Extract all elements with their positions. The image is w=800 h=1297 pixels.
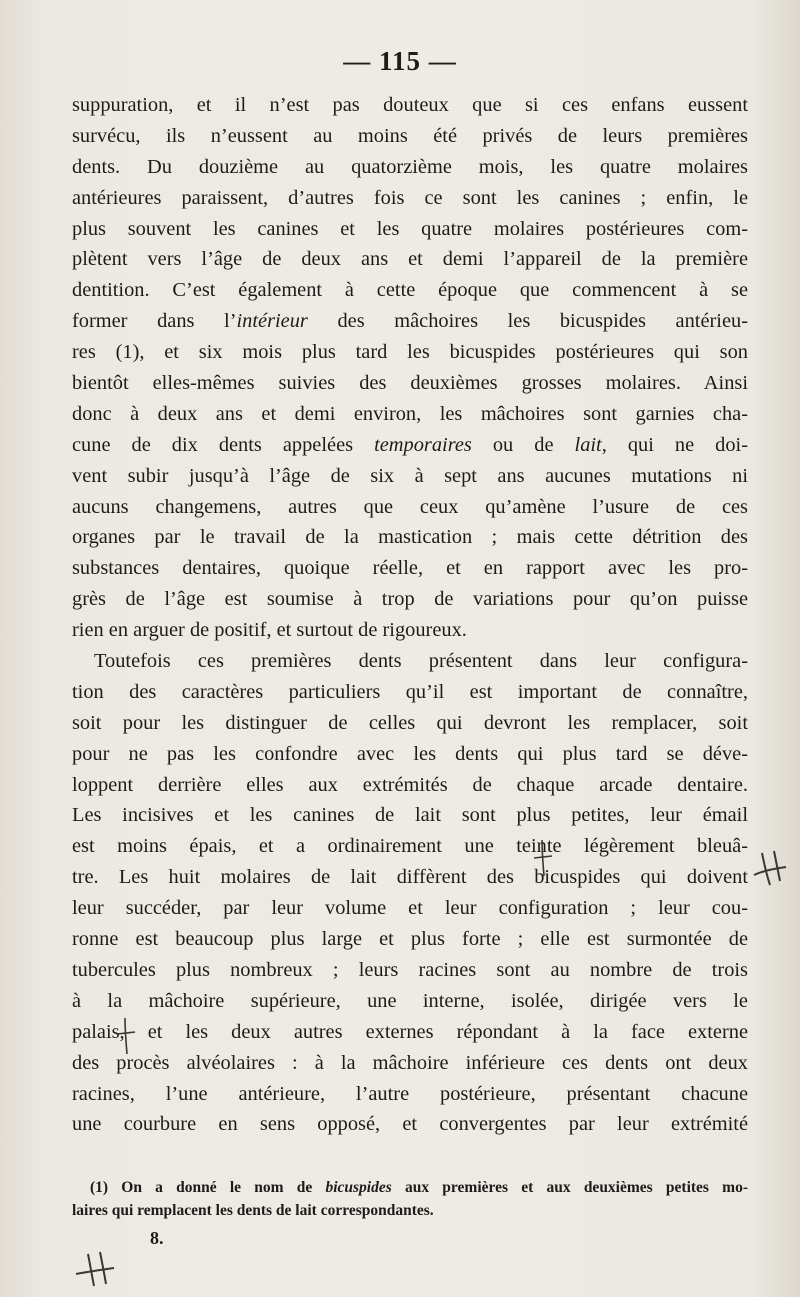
body-text [72,90,748,1140]
text-line: plètent vers l’âge de deux ans et demi l’appareil de la première [72,248,748,271]
text-line: bientôt elles-mêmes suivies des deuxièmes grosses molaires. Ainsi [72,372,748,395]
text-fragment: (1) On a donné le nom de [90,1179,326,1196]
text-fragment: former dans l’ [72,310,237,333]
footnote-line: laires qui remplacent les dents de lait correspondantes. [72,1202,434,1219]
text-line: suppuration, et il n’est pas douteux que si ces enfans eussent [72,94,748,116]
text-line: res (1), et six mois plus tard les bicuspides postérieures qui son [72,341,748,364]
handwritten-mark-icon [530,838,556,878]
text-line: des procès alvéolaires : à la mâchoire inférieure ces dents ont deux [72,1051,748,1074]
text-line: grès de l’âge est soumise à trop de variations pour qu’on puisse [72,588,748,611]
text-line: Toutefois ces premières dents présentent dans leur configura- [94,650,748,673]
text-line: tre. Les huit molaires de lait diffèrent des bicuspides qui doivent [72,866,748,889]
text-line: palais, et les deux autres externes répondant à la face externe [72,1020,748,1043]
text-line: soit pour les distinguer de celles qui devront les remplacer, soit [72,711,748,734]
text-line: substances dentaires, quoique réelle, et en rapport avec les pro- [72,557,748,580]
text-line [72,306,748,337]
text-line: vent subir jusqu’à l’âge de six à sept ans aucunes mutations ni [72,464,748,487]
text-fragment: ou de [471,433,575,456]
text-line: antérieures paraissent, d’autres fois ce sont les canines ; enfin, le [72,186,748,209]
text-line: organes par le travail de la mastication ; mais cette détrition des [72,526,748,549]
text-line: leur succéder, par leur volume et leur configuration ; leur cou- [72,897,748,920]
text-fragment: des mâchoires les bicuspides antérieu- [307,310,748,333]
italic-term: bicuspides [325,1179,392,1196]
text-fragment: cune de dix dents appelées [72,433,375,456]
signature-mark: 8. [150,1228,164,1248]
italic-term: temporaires [374,433,472,456]
text-line: tion des caractères particuliers qu’il est important de connaître, [72,680,748,703]
text-line: dents. Du douzième au quatorzième mois, les quatre molaires [72,155,748,178]
page-number: — 115 — [343,46,457,76]
text-fragment: , qui ne doi- [601,433,748,456]
italic-term: lait [574,433,602,456]
handwritten-mark-icon [72,1250,118,1290]
text-line: une courbure en sens opposé, et convergentes par leur extrémité [72,1113,748,1136]
text-line: rien en arguer de positif, et surtout de rigoureux. [72,619,467,642]
text-line: survécu, ils n’eussent au moins été privés de leurs premières [72,124,748,147]
text-line [72,430,748,461]
text-line: est moins épais, et a ordinairement une teinte légèrement bleuâ- [72,835,748,858]
text-line: dentition. C’est également à cette époque que commencent à se [72,279,748,302]
text-line: tubercules plus nombreux ; leurs racines sont au nombre de trois [72,958,748,981]
footnote-line [72,1176,748,1199]
text-line: Les incisives et les canines de lait sont plus petites, leur émail [72,804,748,827]
text-line: plus souvent les canines et les quatre molaires postérieures com- [72,217,748,240]
handwritten-mark-icon [748,845,792,889]
text-fragment: aux premières et aux deuxièmes petites mo- [391,1179,748,1196]
text-line: pour ne pas les confondre avec les dents qui plus tard se déve- [72,742,748,765]
text-line: donc à deux ans et demi environ, les mâchoires sont garnies cha- [72,402,748,425]
text-line: ronne est beaucoup plus large et plus forte ; elle est surmontée de [72,928,748,951]
text-line: aucuns changemens, autres que ceux qu’amène l’usure de ces [72,495,748,518]
text-line: loppent derrière elles aux extrémités de chaque arcade dentaire. [72,773,748,796]
text-line: à la mâchoire supérieure, une interne, isolée, dirigée vers le [72,989,748,1012]
text-line: racines, l’une antérieure, l’autre postérieure, présentant chacune [72,1082,748,1105]
italic-term: intérieur [236,310,308,333]
handwritten-mark-icon [113,1016,139,1056]
footnote [72,1176,748,1222]
